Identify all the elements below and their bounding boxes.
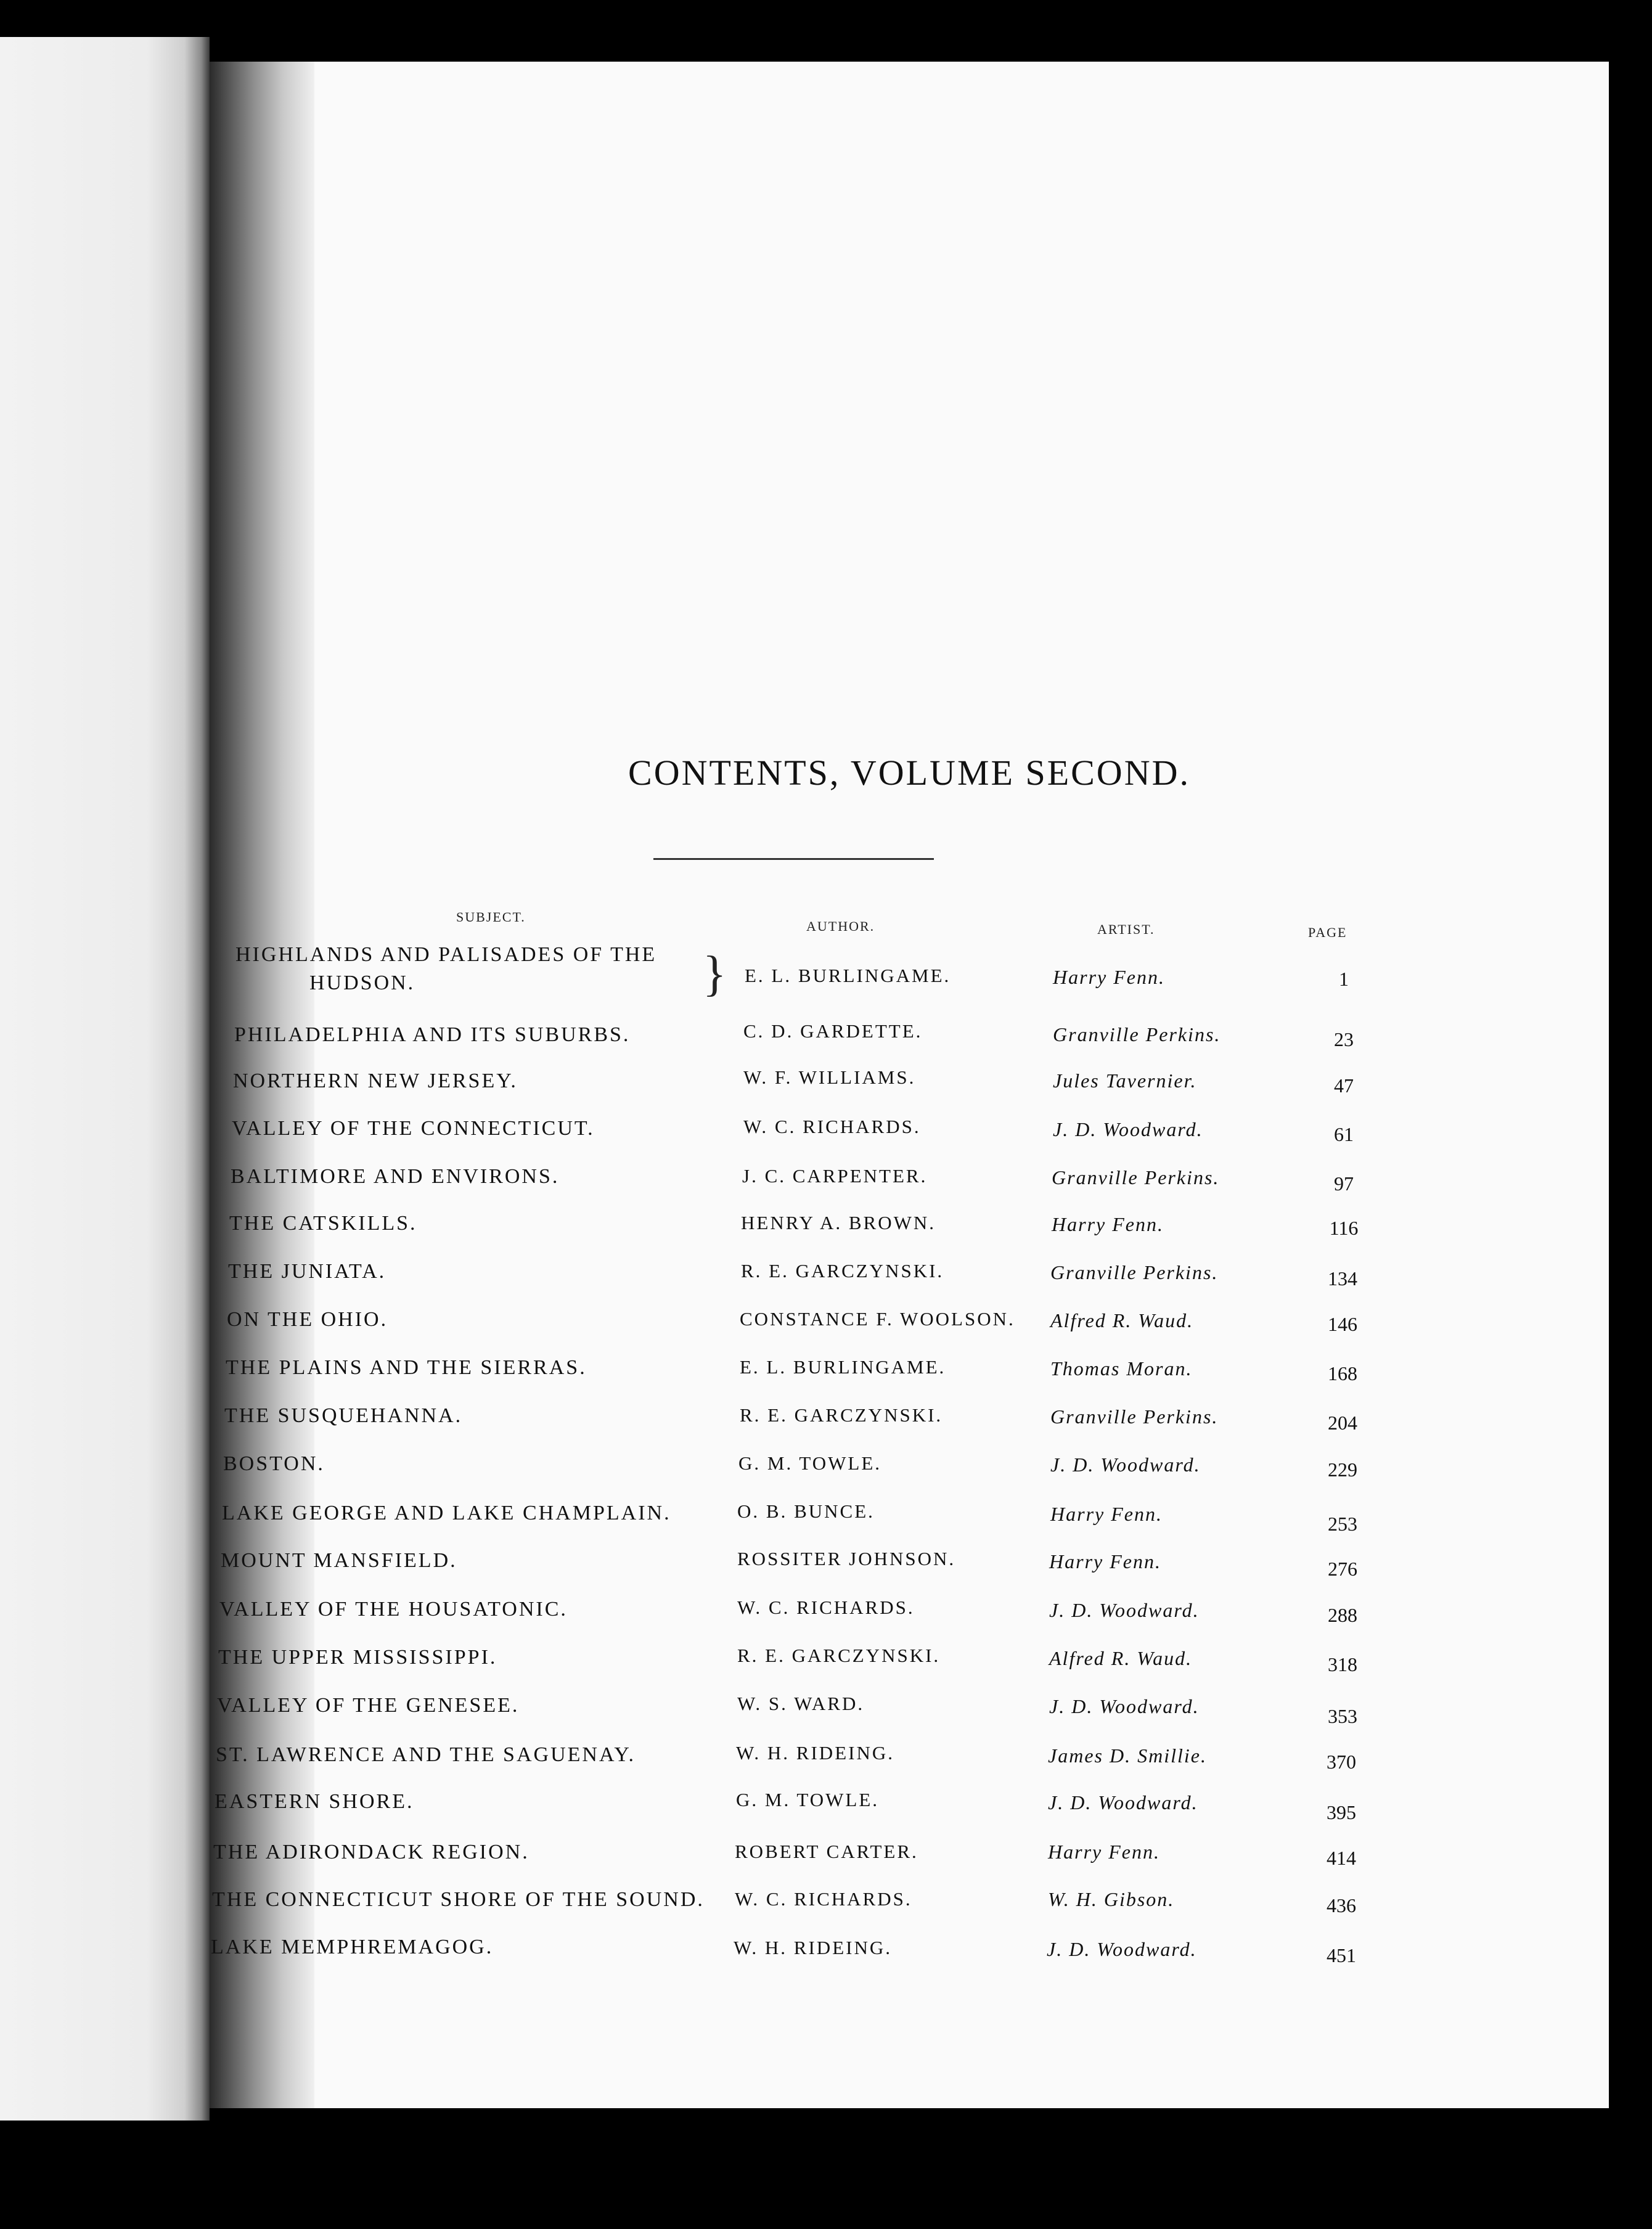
entry-page-number: 253 bbox=[1328, 1513, 1357, 1535]
entry-subject: HIGHLANDS AND PALISADES OF THE bbox=[235, 943, 657, 966]
entry-author: ROSSITER JOHNSON. bbox=[737, 1548, 956, 1569]
entry-artist: W. H. Gibson. bbox=[1048, 1888, 1175, 1910]
entry-subject: THE SUSQUEHANNA. bbox=[224, 1404, 463, 1427]
entry-subject: THE ADIRONDACK REGION. bbox=[213, 1841, 530, 1863]
entry-page-number: 61 bbox=[1334, 1123, 1354, 1145]
entry-author: G. M. TOWLE. bbox=[736, 1789, 880, 1810]
entry-author: W. H. RIDEING. bbox=[734, 1937, 892, 1958]
entry-author: O. B. BUNCE. bbox=[737, 1500, 875, 1522]
entry-page-number: 318 bbox=[1328, 1653, 1357, 1675]
column-header-subject: SUBJECT. bbox=[456, 909, 526, 925]
entry-artist: J. D. Woodward. bbox=[1048, 1791, 1198, 1814]
entry-author: C. D. GARDETTE. bbox=[743, 1020, 923, 1042]
entry-author: E. L. BURLINGAME. bbox=[740, 1356, 946, 1378]
entry-page-number: 451 bbox=[1327, 1944, 1356, 1966]
entry-artist: Granville Perkins. bbox=[1050, 1261, 1219, 1283]
entry-artist: James D. Smillie. bbox=[1048, 1744, 1207, 1767]
left-page-edge bbox=[0, 37, 210, 2121]
entry-author: E. L. BURLINGAME. bbox=[745, 965, 951, 986]
entry-artist: Jules Tavernier. bbox=[1053, 1070, 1197, 1092]
entry-page-number: 146 bbox=[1328, 1313, 1357, 1335]
entry-subject: THE CATSKILLS. bbox=[229, 1212, 417, 1235]
entry-subject: VALLEY OF THE CONNECTICUT. bbox=[232, 1117, 595, 1140]
entry-artist: J. D. Woodward. bbox=[1049, 1695, 1200, 1717]
entry-artist: Harry Fenn. bbox=[1050, 1503, 1163, 1525]
entry-artist: J. D. Woodward. bbox=[1053, 1118, 1203, 1140]
entry-author: W. S. WARD. bbox=[737, 1693, 865, 1714]
entry-subject: LAKE GEORGE AND LAKE CHAMPLAIN. bbox=[222, 1502, 671, 1524]
entry-author: CONSTANCE F. WOOLSON. bbox=[740, 1308, 1015, 1330]
entry-artist: Harry Fenn. bbox=[1049, 1550, 1161, 1573]
entry-subject: ON THE OHIO. bbox=[227, 1308, 388, 1331]
entry-author: R. E. GARCZYNSKI. bbox=[741, 1260, 944, 1282]
entry-author: J. C. CARPENTER. bbox=[742, 1165, 928, 1187]
page-title: CONTENTS, VOLUME SECOND. bbox=[628, 753, 1190, 793]
entry-author: R. E. GARCZYNSKI. bbox=[740, 1404, 943, 1426]
entry-page-number: 370 bbox=[1327, 1751, 1356, 1773]
entry-author: W. C. RICHARDS. bbox=[737, 1597, 915, 1618]
entry-author: HENRY A. BROWN. bbox=[741, 1212, 936, 1233]
entry-page-number: 229 bbox=[1328, 1458, 1357, 1481]
entry-page-number: 353 bbox=[1328, 1705, 1357, 1727]
entry-subject: THE JUNIATA. bbox=[228, 1260, 386, 1283]
entry-subject: THE PLAINS AND THE SIERRAS. bbox=[226, 1356, 587, 1379]
entry-artist: J. D. Woodward. bbox=[1050, 1454, 1201, 1476]
entry-author: ROBERT CARTER. bbox=[735, 1841, 918, 1862]
entry-page-number: 204 bbox=[1328, 1412, 1357, 1434]
column-header-artist: ARTIST. bbox=[1097, 922, 1155, 937]
entry-page-number: 168 bbox=[1328, 1362, 1357, 1384]
entry-artist: Harry Fenn. bbox=[1053, 966, 1165, 988]
entry-subject: ST. LAWRENCE AND THE SAGUENAY. bbox=[216, 1743, 636, 1766]
entry-page-number: 414 bbox=[1327, 1847, 1356, 1869]
brace-mark: } bbox=[703, 947, 727, 1001]
entry-artist: J. D. Woodward. bbox=[1047, 1938, 1197, 1960]
contents-page bbox=[210, 62, 1609, 2108]
column-header-page: PAGE bbox=[1308, 925, 1347, 940]
entry-artist: Alfred R. Waud. bbox=[1050, 1309, 1194, 1331]
entry-artist: Harry Fenn. bbox=[1048, 1841, 1160, 1863]
entry-page-number: 395 bbox=[1327, 1801, 1356, 1823]
entry-artist: Granville Perkins. bbox=[1050, 1405, 1219, 1428]
entry-author: W. C. RICHARDS. bbox=[735, 1888, 912, 1910]
title-rule bbox=[653, 858, 934, 860]
entry-page-number: 288 bbox=[1328, 1604, 1357, 1626]
entry-subject: THE CONNECTICUT SHORE OF THE SOUND. bbox=[212, 1888, 705, 1911]
entry-page-number: 1 bbox=[1339, 968, 1349, 990]
entry-artist: Alfred R. Waud. bbox=[1049, 1647, 1193, 1669]
entry-page-number: 47 bbox=[1334, 1074, 1354, 1097]
entry-author: W. H. RIDEING. bbox=[736, 1742, 894, 1764]
entry-page-number: 116 bbox=[1329, 1217, 1359, 1239]
entry-author: R. E. GARCZYNSKI. bbox=[737, 1645, 941, 1666]
entry-artist: Harry Fenn. bbox=[1052, 1213, 1164, 1235]
entry-subject: EASTERN SHORE. bbox=[215, 1790, 414, 1813]
entry-subject: BALTIMORE AND ENVIRONS. bbox=[231, 1165, 560, 1188]
entry-page-number: 276 bbox=[1328, 1558, 1357, 1580]
entry-subject-continued: HUDSON. bbox=[309, 971, 415, 994]
entry-artist: Thomas Moran. bbox=[1050, 1357, 1193, 1380]
entry-subject: LAKE MEMPHREMAGOG. bbox=[211, 1936, 494, 1958]
entry-subject: MOUNT MANSFIELD. bbox=[221, 1549, 457, 1572]
entry-author: G. M. TOWLE. bbox=[738, 1452, 882, 1474]
entry-page-number: 23 bbox=[1334, 1028, 1354, 1050]
entry-page-number: 134 bbox=[1328, 1267, 1357, 1290]
entry-author: W. C. RICHARDS. bbox=[743, 1116, 921, 1137]
entry-subject: VALLEY OF THE GENESEE. bbox=[217, 1694, 520, 1717]
entry-page-number: 436 bbox=[1327, 1894, 1356, 1916]
entry-subject: THE UPPER MISSISSIPPI. bbox=[218, 1646, 497, 1669]
entry-subject: BOSTON. bbox=[223, 1452, 325, 1475]
entry-artist: Granville Perkins. bbox=[1052, 1166, 1220, 1188]
entry-author: W. F. WILLIAMS. bbox=[743, 1066, 916, 1088]
entry-subject: VALLEY OF THE HOUSATONIC. bbox=[219, 1598, 568, 1621]
entry-artist: Granville Perkins. bbox=[1053, 1023, 1221, 1045]
entry-artist: J. D. Woodward. bbox=[1049, 1599, 1200, 1621]
column-header-author: AUTHOR. bbox=[806, 918, 875, 934]
entry-subject: NORTHERN NEW JERSEY. bbox=[233, 1070, 518, 1092]
entry-page-number: 97 bbox=[1334, 1172, 1354, 1195]
entry-subject: PHILADELPHIA AND ITS SUBURBS. bbox=[234, 1023, 631, 1046]
